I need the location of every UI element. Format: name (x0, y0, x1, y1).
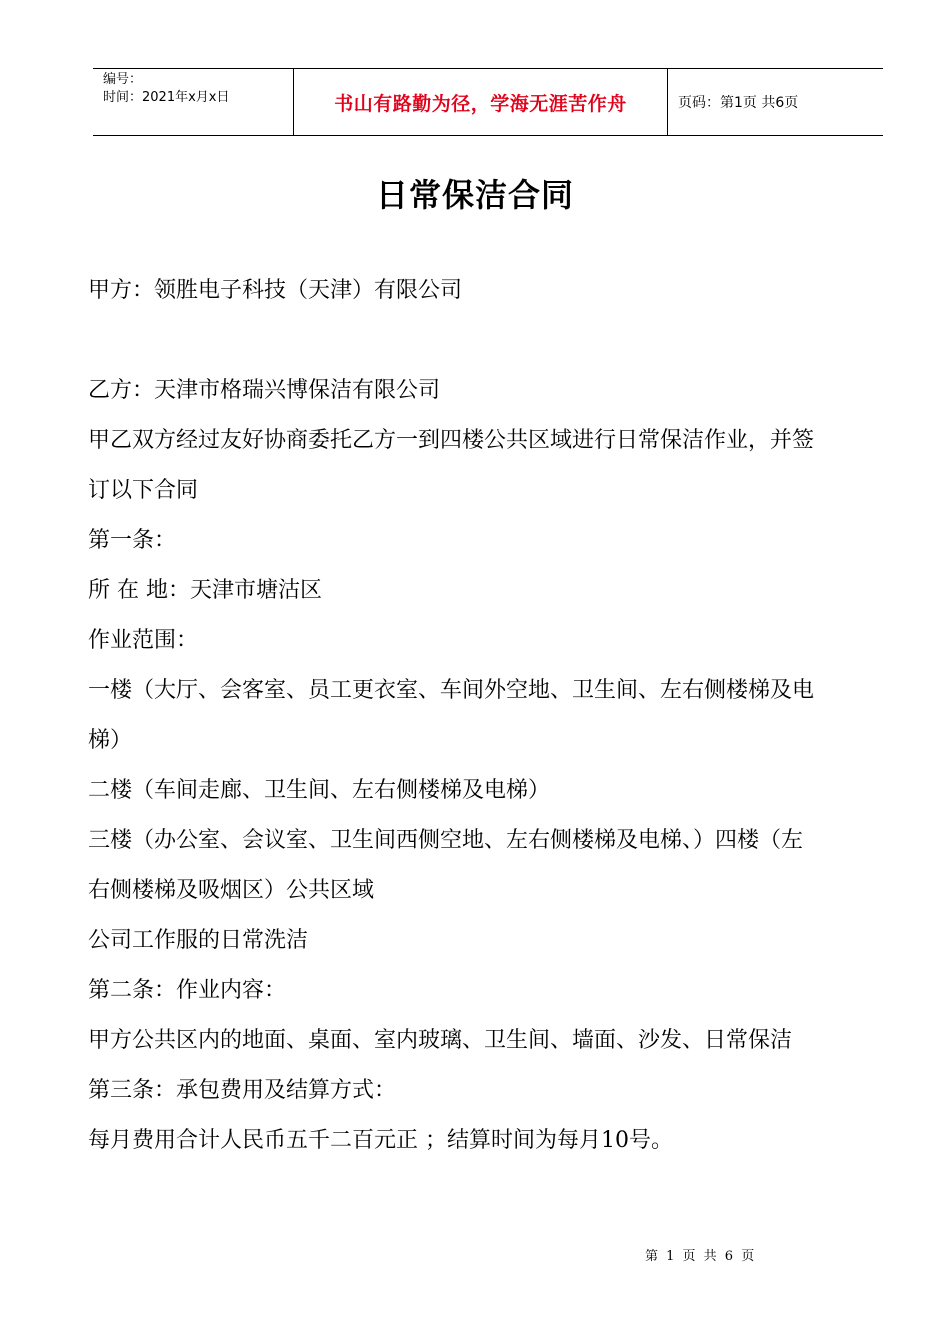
document-time-label: 时间：2021年x月x日 (103, 90, 230, 105)
scope-floor-1-cont: 梯） (88, 728, 133, 753)
header-page-info: 页码：第1页 共6页 (678, 95, 799, 111)
article-three-heading: 第三条：承包费用及结算方式： (88, 1078, 397, 1103)
workwear-line: 公司工作服的日常洗洁 (88, 928, 309, 953)
article-one-heading: 第一条： (88, 528, 177, 553)
scope-floor-1: 一楼（大厅、会客室、员工更衣室、车间外空地、卫生间、左右侧楼梯及电 (88, 678, 815, 703)
header-meta (93, 69, 294, 135)
work-content-line: 甲方公共区内的地面、桌面、室内玻璃、卫生间、墙面、沙发、日常保洁 (88, 1028, 793, 1053)
page-footer: 第 1 页 共 6 页 (645, 1249, 757, 1264)
location-line: 所 在 地：天津市塘沽区 (88, 578, 322, 603)
fee-line: 每月费用合计人民币五千二百元正 ；结算时间为每月10号。 (88, 1128, 673, 1153)
scope-floor-3-4: 三楼（办公室、会议室、卫生间西侧空地、左右侧楼梯及电梯、）四楼（左 (88, 828, 804, 853)
paragraph-line: 订以下合同 (88, 478, 199, 503)
paragraph-line: 甲乙双方经过友好协商委托乙方一到四楼公共区域进行日常保洁作业，并签 (88, 428, 815, 453)
article-two-heading: 第二条：作业内容： (88, 978, 287, 1003)
page-header (93, 68, 883, 136)
scope-floor-3-4-cont: 右侧楼梯及吸烟区）公共区域 (88, 878, 375, 903)
party-b-line: 乙方：天津市格瑞兴博保洁有限公司 (88, 378, 441, 403)
party-a-line: 甲方：领胜电子科技（天津）有限公司 (88, 278, 463, 303)
scope-heading: 作业范围： (88, 628, 199, 653)
scope-floor-2: 二楼（车间走廊、卫生间、左右侧楼梯及电梯） (88, 778, 551, 803)
header-motto: 书山有路勤为径，学海无涯苦作舟 (294, 69, 668, 135)
document-number-label: 编号： (103, 72, 143, 87)
document-title: 日常保洁合同 (375, 176, 574, 214)
